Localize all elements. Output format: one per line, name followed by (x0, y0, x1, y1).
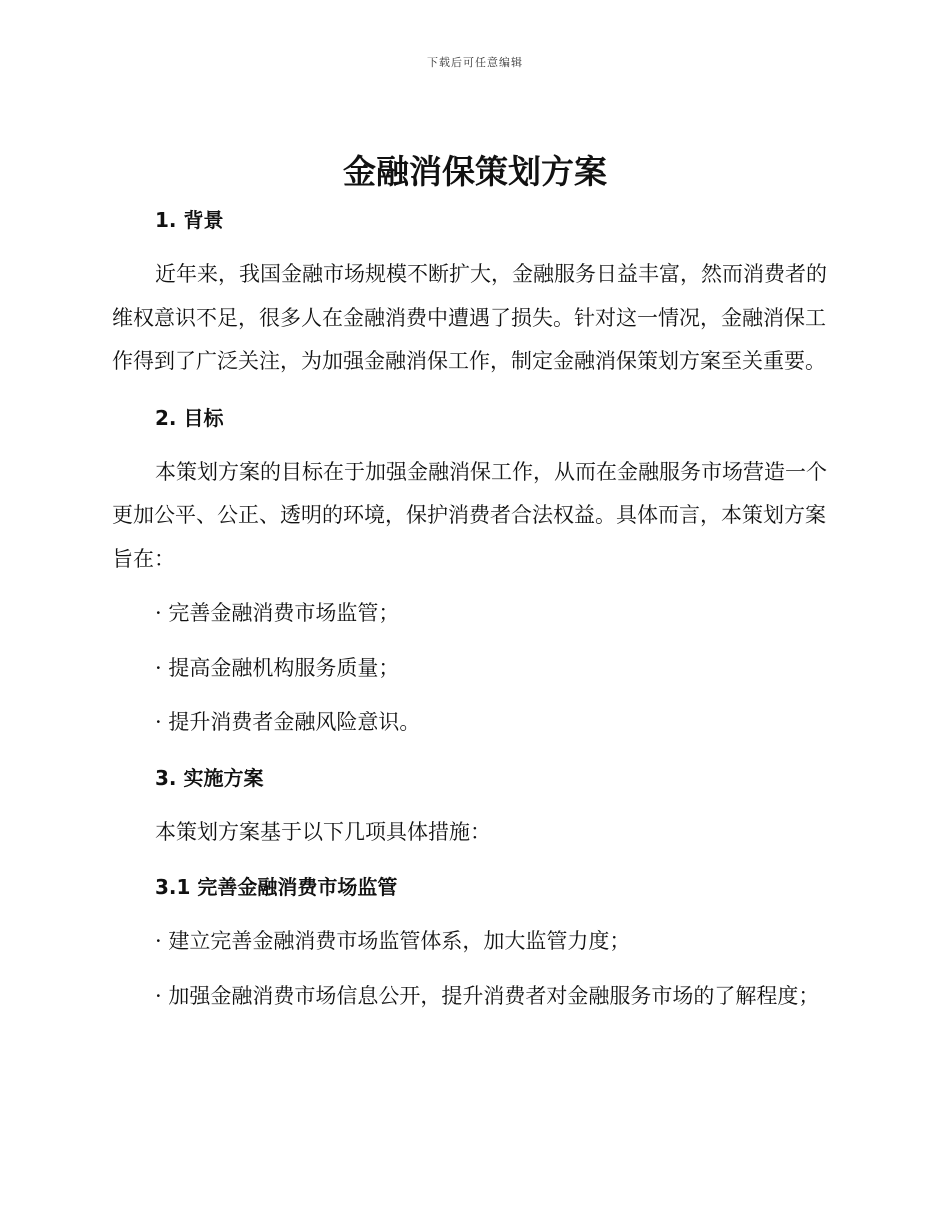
section-heading-implementation: 3. 实施方案 (155, 765, 264, 790)
goal-paragraph: 本策划方案的目标在于加强金融消保工作，从而在金融服务市场营造一个更加公平、公正、透明的环境，保护消费者合法权益。具体而言，本策划方案旨在： (112, 459, 827, 571)
implementation-paragraph: 本策划方案基于以下几项具体措施： (155, 819, 491, 844)
page-header: 下载后可任意编辑 (427, 56, 523, 69)
supervision-bullet: · 建立完善金融消费市场监管体系，加大监管力度； (155, 929, 631, 953)
section-heading-goal: 2. 目标 (155, 405, 224, 430)
background-paragraph: 近年来，我国金融市场规模不断扩大，金融服务日益丰富，然而消费者的维权意识不足，很多人在金融消费中遭遇了损失。针对这一情况，金融消保工作得到了广泛关注，为加强金融消保工作，制定金融消保策划方案至关重要。 (112, 262, 827, 373)
subsection-heading-market-supervision: 3.1 完善金融消费市场监管 (155, 875, 398, 899)
supervision-bullet: · 加强金融消费市场信息公开，提升消费者对金融服务市场的了解程度； (155, 983, 820, 1008)
section-heading-background: 1. 背景 (155, 208, 224, 232)
document-title: 金融消保策划方案 (343, 152, 607, 191)
goal-bullet: · 提高金融机构服务质量； (155, 655, 400, 680)
document-body (112, 198, 832, 1018)
goal-bullet: · 完善金融消费市场监管； (155, 601, 400, 625)
goal-bullet: · 提升消费者金融风险意识。 (155, 710, 421, 734)
